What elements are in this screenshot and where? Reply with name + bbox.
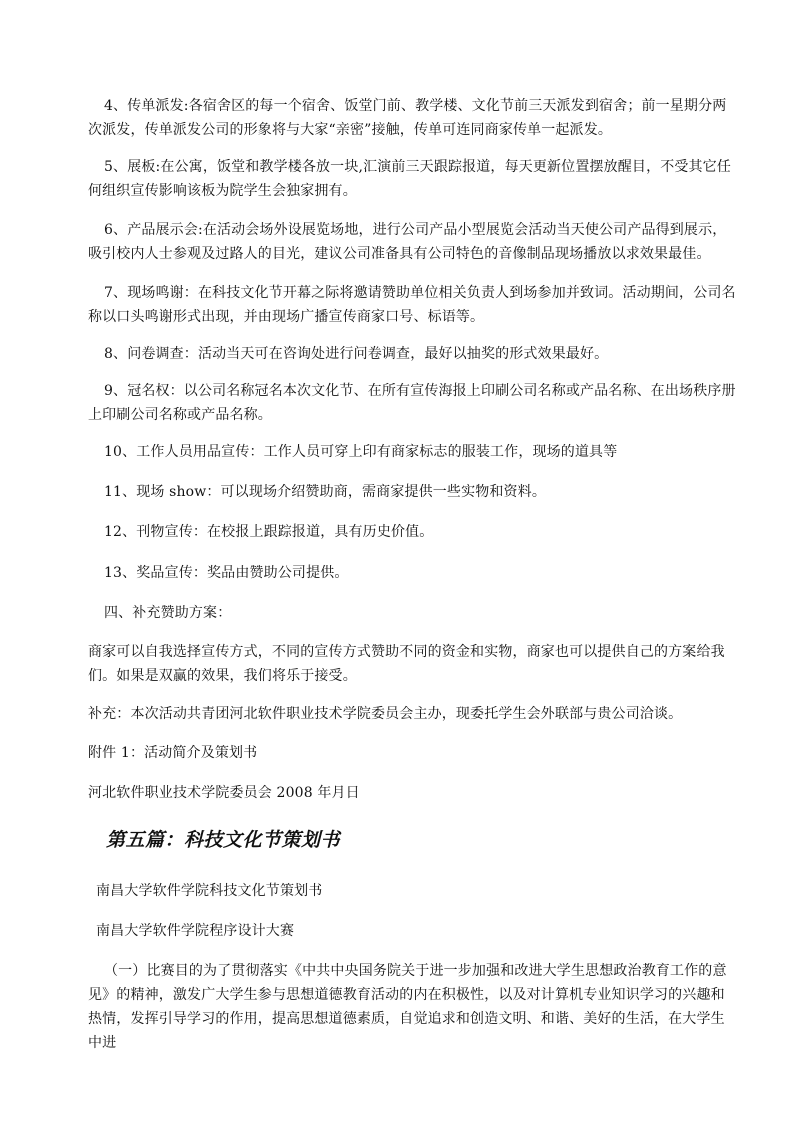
section-doc-title: 南昌大学软件学院科技文化节策划书 xyxy=(96,883,323,899)
paragraph-prizes: 13、奖品宣传：奖品由赞助公司提供。 xyxy=(104,565,349,581)
paragraph-flyer-distribution: 4、传单派发:各宿舍区的每一个宿舍、饭堂门前、教学楼、文化节前三天派发到宿舍；前一星期分两次派发，传单派发公司的形象将与大家“亲密”接触，传单可连同商家传单一起派发。 xyxy=(88,98,727,138)
paragraph-onsite-thanks: 7、现场鸣谢：在科技文化节开幕之际将邀请赞助单位相关负责人到场参加并致词。活动期间，公司名称以口头鸣谢形式出现，并由现场广播宣传商家口号、标语等。 xyxy=(88,285,736,325)
paragraph-questionnaire: 8、问卷调查：活动当天可在咨询处进行问卷调查，最好以抽奖的形式效果最好。 xyxy=(104,346,609,362)
section-contest-title: 南昌大学软件学院程序设计大赛 xyxy=(96,923,295,939)
section-title-supplementary-plan: 四、补充赞助方案： xyxy=(104,605,232,621)
paragraph-product-exhibition: 6、产品展示会:在活动会场外设展览场地，进行公司产品小型展览会活动当天使公司产品得到展示，吸引校内人士参观及过路人的目光，建议公司准备具有公司特色的音像制品现场播放以求效果最佳。 xyxy=(88,222,727,262)
paragraph-supplement-note: 补充：本次活动共青团河北软件职业技术学院委员会主办，现委托学生会外联部与贵公司洽谈。 xyxy=(88,706,683,722)
paragraph-contest-purpose: （一）比赛目的为了贯彻落实《中共中央国务院关于进一步加强和改进大学生思想政治教育工作的意见》的精神，激发广大学生参与思想道德教育活动的内在积极性，以及对计算机专业知识学习的兴趣和热情，发挥引导学习的作用，提高思想道德素质，自觉追求和创造文明、和谐、美好的生活，在大学生中进 xyxy=(88,963,727,1051)
paragraph-display-board: 5、展板:在公寓，饭堂和教学楼各放一块,汇演前三天跟踪报道，每天更新位置摆放醒目，不受其它任何组织宣传影响该板为院学生会独家拥有。 xyxy=(88,159,731,199)
paragraph-publication: 12、刊物宣传：在校报上跟踪报道，具有历史价值。 xyxy=(104,524,434,540)
paragraph-naming-rights: 9、冠名权：以公司名称冠名本次文化节、在所有宣传海报上印刷公司名称或产品名称、在出场秩序册上印刷公司名称或产品名称。 xyxy=(88,383,736,423)
section-heading: 第五篇：科技文化节策划书 xyxy=(106,829,341,851)
paragraph-merchant-options: 商家可以自我选择宣传方式，不同的宣传方式赞助不同的资金和实物，商家也可以提供自己的方案给我们。如果是双赢的效果，我们将乐于接受。 xyxy=(88,644,725,684)
paragraph-attachment: 附件 1：活动简介及策划书 xyxy=(88,745,258,761)
paragraph-staff-items: 10、工作人员用品宣传：工作人员可穿上印有商家标志的服装工作，现场的道具等 xyxy=(104,444,618,460)
paragraph-onsite-show: 11、现场 show：可以现场介绍赞助商，需商家提供一些实物和资料。 xyxy=(104,484,546,500)
paragraph-signature-date: 河北软件职业技术学院委员会 2008 年月日 xyxy=(88,785,360,801)
